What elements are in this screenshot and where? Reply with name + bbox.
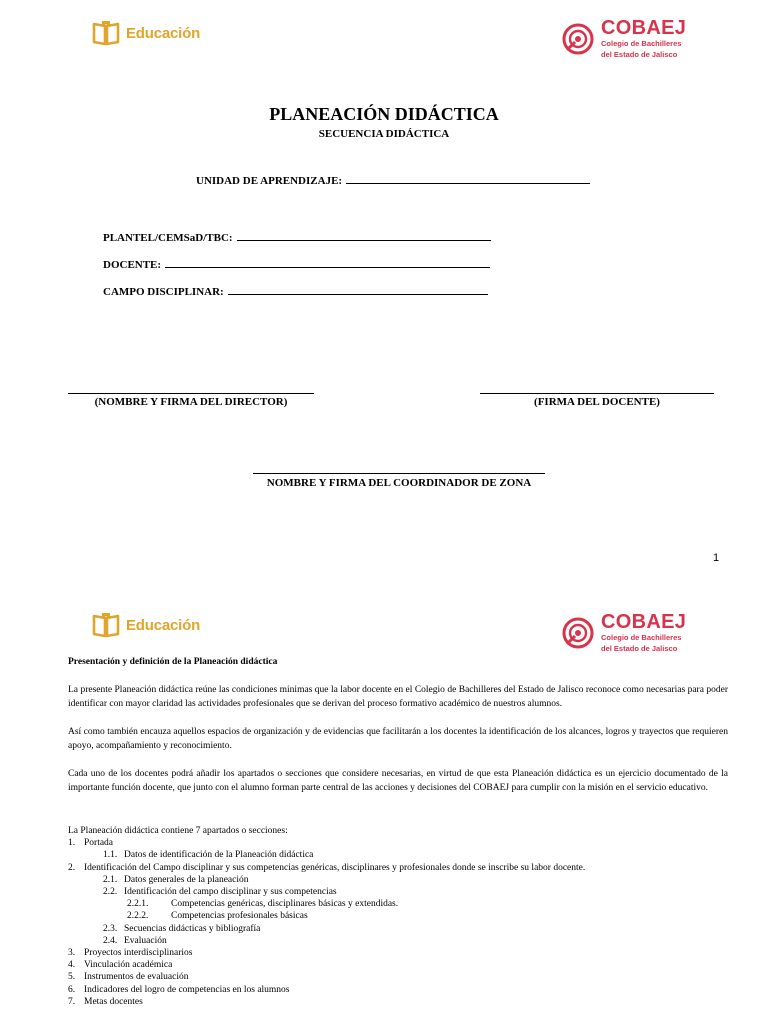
toc-item: 4. Vinculación académica <box>68 960 173 971</box>
cobaej-emblem-icon <box>561 22 595 56</box>
educacion-logo <box>92 20 200 46</box>
toc-item: 2. Identificación del Campo disciplinar y sus competencias genéricas, disciplinares y profesionales donde se inscribe su labor docente. <box>68 862 586 873</box>
docente-signature-line <box>480 393 714 394</box>
cobaej-name-2: COBAEJ <box>601 611 687 633</box>
toc <box>68 825 728 1008</box>
toc-item: 3. Proyectos interdisciplinarios <box>68 948 193 959</box>
paragraph-1: La presente Planeación didáctica reúne las condiciones mínimas que la labor docente en el Colegio de Bachilleres del Estado de Jalisco reconoce como necesarias para poder identificar con mayor claridad las actividades profesionales que se derivan del proceso formativo académico de nuestros alumnos. <box>68 685 728 709</box>
cobaej-emblem-icon <box>561 616 595 650</box>
book-icon <box>92 612 120 638</box>
docente-field <box>103 257 490 271</box>
toc-item: 2.2. Identificación del campo disciplinar y sus competencias <box>103 887 337 898</box>
plantel-field <box>103 230 491 244</box>
section-heading: Presentación y definición de la Planeación didáctica <box>68 657 278 667</box>
cobaej-subtitle-1-2: Colegio de Bachilleres <box>601 633 682 642</box>
educacion-logo-2 <box>92 612 200 638</box>
toc-item: 1. Portada <box>68 838 114 849</box>
toc-item: 2.1. Datos generales de la planeación <box>103 874 249 885</box>
cobaej-logo <box>561 18 686 59</box>
toc-item: 2.2.2. Competencias profesionales básicas <box>127 911 308 922</box>
unidad-field <box>196 173 590 187</box>
toc-item: 6. Indicadores del logro de competencias en los alumnos <box>68 984 290 995</box>
docente-blank <box>165 257 490 268</box>
page-number: 1 <box>713 552 720 564</box>
toc-item: 7. Metas docentes <box>68 996 143 1007</box>
unidad-blank <box>346 173 590 184</box>
campo-blank <box>228 284 488 295</box>
educacion-logo-text: Educación <box>126 24 201 42</box>
docente-signature-label: (FIRMA DEL DOCENTE) <box>534 396 660 408</box>
book-icon <box>92 20 120 46</box>
coordinador-signature-line <box>253 473 545 474</box>
page-subtitle: SECUENCIA DIDÁCTICA <box>318 128 450 140</box>
cobaej-subtitle-2: del Estado de Jalisco <box>601 49 678 59</box>
educacion-logo-text-2: Educación <box>126 616 201 634</box>
page-title: PLANEACIÓN DIDÁCTICA <box>269 104 499 124</box>
cobaej-subtitle-2-2: del Estado de Jalisco <box>601 643 678 653</box>
cobaej-logo-2 <box>561 612 686 653</box>
paragraph-3: Cada uno de los docentes podrá añadir los apartados o secciones que considere necesarias, en virtud de que esta Planeación didáctica es un ejercicio documentado de la importante función docente, que junto con el alumno forman parte central de las acciones y decisiones del COBAEJ para cumplir con la misión en el servicio educativo. <box>68 769 728 793</box>
unidad-label: UNIDAD DE APRENDIZAJE: <box>196 175 343 187</box>
director-signature-label: (NOMBRE Y FIRMA DEL DIRECTOR) <box>94 396 288 408</box>
toc-item: 2.2.1. Competencias genéricas, disciplinares básicas y extendidas. <box>127 899 399 910</box>
toc-item: 2.4. Evaluación <box>103 935 167 946</box>
plantel-label: PLANTEL/CEMSaD/TBC: <box>103 232 233 244</box>
paragraph-2: Así como también encauza aquellos espacios de organización y de evidencias que facilitarán a los docentes la identificación de los alcances, logros y trayectos que requieren apoyo, acompañamiento y reconocimiento. <box>68 727 728 751</box>
cobaej-subtitle-1: Colegio de Bachilleres <box>601 39 682 48</box>
plantel-blank <box>237 230 491 241</box>
toc-item: 5. Instrumentos de evaluación <box>68 972 189 983</box>
cobaej-name: COBAEJ <box>601 17 687 39</box>
toc-item: 1.1. Datos de identificación de la Planeación didáctica <box>103 850 314 861</box>
toc-item: 2.3. Secuencias didácticas y bibliografía <box>103 923 261 934</box>
campo-field <box>103 284 488 298</box>
coordinador-signature-label: NOMBRE Y FIRMA DEL COORDINADOR DE ZONA <box>266 477 532 489</box>
docente-label: DOCENTE: <box>103 259 162 271</box>
director-signature-line <box>68 393 314 394</box>
toc-intro: La Planeación didáctica contiene 7 apartados o secciones: <box>68 826 288 836</box>
campo-label: CAMPO DISCIPLINAR: <box>103 286 224 298</box>
